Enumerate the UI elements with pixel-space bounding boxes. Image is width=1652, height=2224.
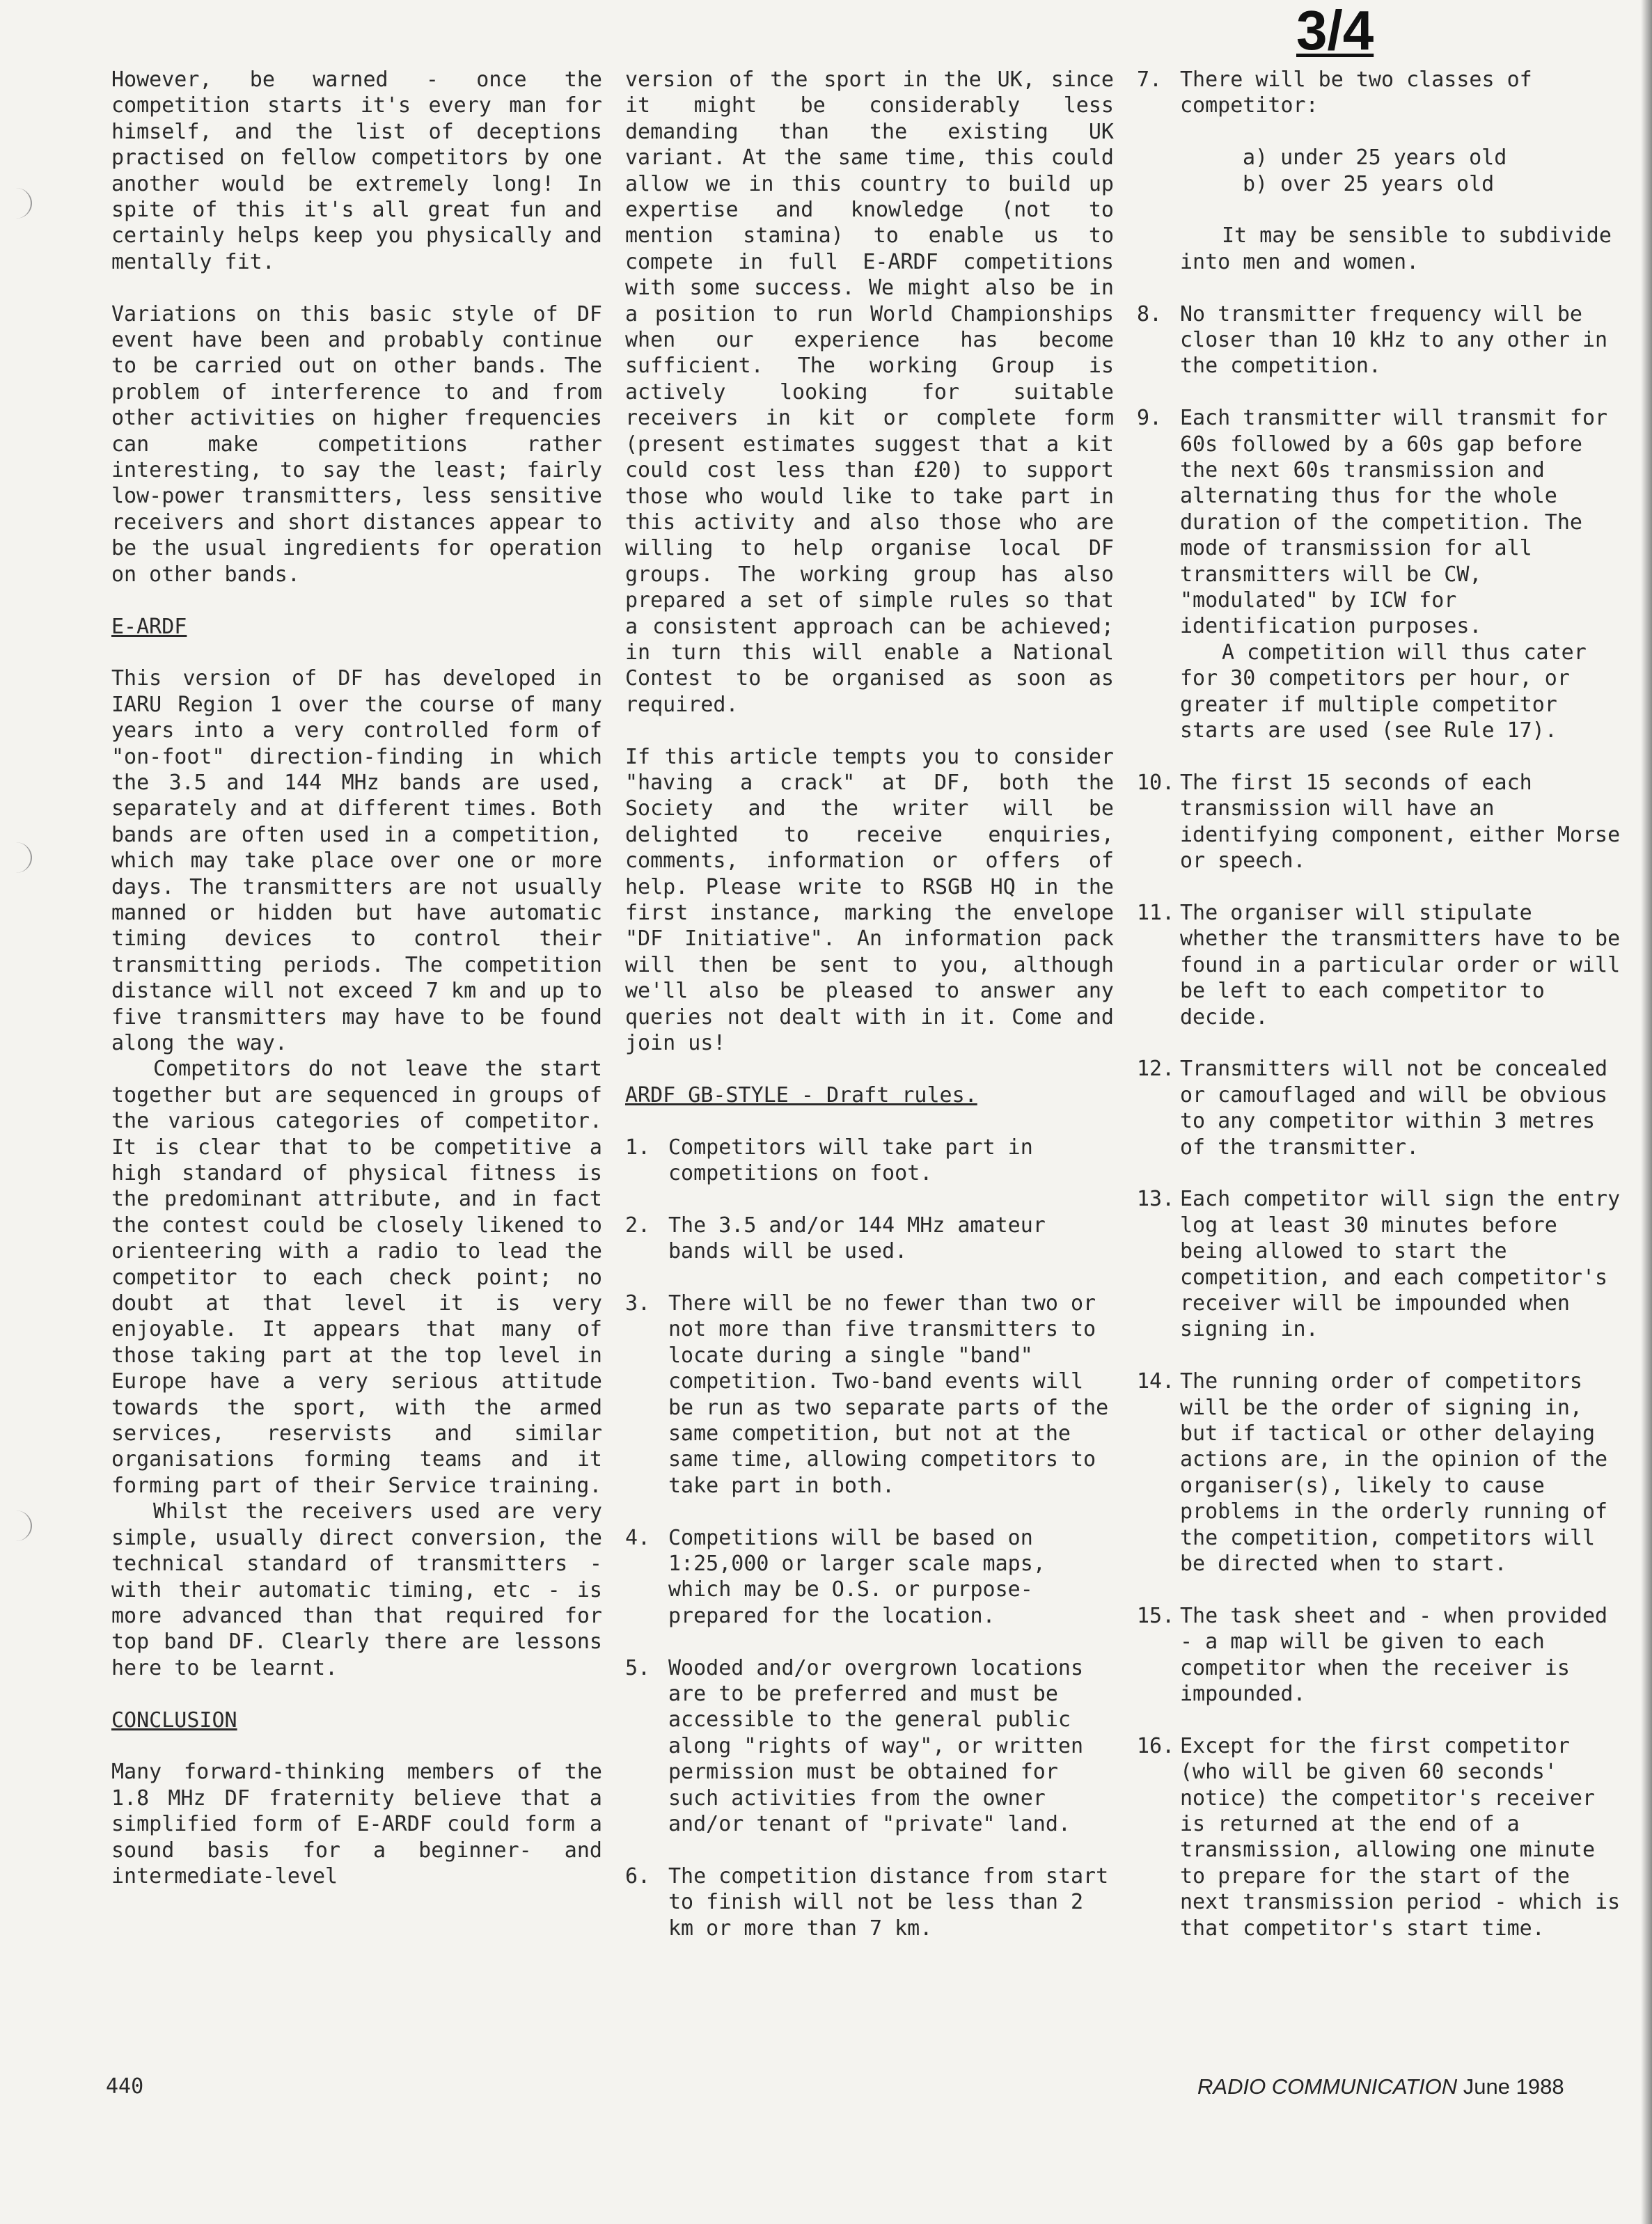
rule-item (625, 1525, 1114, 1630)
rule-number: 12. (1137, 1057, 1175, 1082)
rule-item (1137, 1369, 1633, 1577)
column-middle (625, 67, 1114, 1968)
rule-item (1137, 1186, 1633, 1342)
issue-date: June 1988 (1463, 2074, 1564, 2099)
rule-item (625, 1213, 1114, 1265)
rule-item (1137, 405, 1633, 743)
conclusion-paragraph-start: Many forward-thinking members of the 1.8 MHz DF fraternity believe that a simplified form of E-ARDF could form a sound basis for a beginner- and intermediate-level (111, 1760, 602, 1888)
rule-text: There will be no fewer than two or not more than five transmitters to locate during a single "band" competition. Two-band events will be run as two separate parts of the same competition, but not at the same time, allowing competitors to take part in both. (668, 1291, 1109, 1498)
magazine-credit (1197, 2074, 1564, 2099)
rule-number: 13. (1137, 1187, 1175, 1212)
rule-text: No transmitter frequency will be closer than 10 kHz to any other in the competition. (1180, 301, 1608, 379)
rule-text: Competitions will be based on 1:25,000 or larger scale maps, which may be O.S. or purpose-prepared for the location. (668, 1525, 1046, 1628)
scan-edge (1641, 0, 1652, 2224)
rule-text: The competition distance from start to finish will not be less than 2 km or more than 7 km. (668, 1863, 1109, 1941)
rule-number: 9. (1137, 406, 1163, 431)
rule-number: 4. (625, 1525, 651, 1550)
rule-item (1137, 301, 1633, 379)
rule-number: 8. (1137, 301, 1163, 326)
page-mark: 3/4 (1296, 0, 1374, 61)
rule-extra: It may be sensible to subdivide into men and women. (1180, 223, 1612, 274)
rule-item (1137, 1733, 1633, 1941)
rule-number: 2. (625, 1213, 651, 1238)
conclusion-paragraph-end: version of the sport in the UK, since it might be considerably less demanding than the existing UK variant. At the same time, this could allow we in this country to build up expertise and knowledge (not to mention stamina) to enable us to compete in full E-ARDF competitions with some success. We might also be in a position to run World Championships when our experience has become sufficient. The working Group is actively looking for suitable receivers in kit or complete form (present estimates suggest that a kit could cost less than £20) to support those who would like to take part in this activity and also those who are willing to help organise local DF groups. The working group has also prepared a set of simple rules so that a consistent approach can be achieved; in turn this will enable a National Contest to be organised as soon as required. (625, 68, 1114, 717)
rule-item (1137, 1056, 1633, 1160)
magazine-title: RADIO COMMUNICATION (1197, 2074, 1458, 2099)
rule-text: Wooded and/or overgrown locations are to be preferred and must be accessible to the general public along "rights of way", or written permission must be obtained for such activities from the owner and/or tenant of "private" land. (668, 1655, 1084, 1837)
intro-paragraph: However, be warned - once the competition starts it's every man for himself, and the list of deceptions practised on fellow competitors by one another would be extremely long! In spite of this it's all great fun and certainly helps keep you physically and mentally fit. (111, 68, 602, 274)
rule-item (625, 1863, 1114, 1941)
rule-extra: A competition will thus cater for 30 competitors per hour, or greater if multiple competitor starts are used (see Rule 17). (1180, 640, 1587, 743)
rule-text: The organiser will stipulate whether the transmitters have to be found in a particular order or will be left to each competitor to decide. (1180, 900, 1621, 1030)
rule-text: There will be two classes of competitor: (1180, 68, 1532, 118)
page-number: 440 (106, 2074, 144, 2099)
rule-item (625, 1135, 1114, 1187)
rule-number: 15. (1137, 1603, 1175, 1628)
rule-subitem-a: a) under 25 years old (1243, 145, 1507, 171)
rule-text: Each competitor will sign the entry log at least 30 minutes before being allowed to start the competition, and each competitor's receiver will be impounded when signing in. (1180, 1187, 1621, 1342)
rule-number: 7. (1137, 68, 1163, 92)
conclusion-paragraph-2: If this article tempts you to consider "having a crack" at DF, both the Society and the writer will be delighted to receive enquiries, comments, information or offers of help. Please write to RSGB HQ in the first instance, marking the envelope "DF Initiative". An information pack will then be sent to you, although we'll also be pleased to answer any queries not dealt with in it. Come and join us! (625, 744, 1114, 1056)
rule-number: 16. (1137, 1733, 1175, 1758)
rules-heading: ARDF GB-STYLE - Draft rules. (625, 1082, 977, 1107)
column-right (1137, 67, 1633, 1967)
rule-number: 14. (1137, 1369, 1175, 1394)
rule-subitem-b: b) over 25 years old (1243, 171, 1495, 196)
rule-item (1137, 900, 1633, 1030)
rule-text: The 3.5 and/or 144 MHz amateur bands will be used. (668, 1213, 1046, 1264)
rule-item (625, 1291, 1114, 1499)
rule-number: 3. (625, 1291, 651, 1316)
eardf-paragraph-3: Whilst the receivers used are very simple, usually direct conversion, the technical standard of transmitters - with their automatic timing, etc - is more advanced than that required for top band DF. Clearly there are lessons here to be learnt. (111, 1499, 602, 1680)
variations-paragraph: Variations on this basic style of DF event have been and probably continue to be carried out on other bands. The problem of interference to and from other activities on higher frequencies can make competitions rather interesting, to say the least; fairly low-power transmitters, less sensitive receivers and short distances appear to be the usual ingredients for operation on other bands. (111, 301, 602, 587)
rule-text: Transmitters will not be concealed or camouflaged and will be obvious to any competitor within 3 metres of the transmitter. (1180, 1057, 1608, 1160)
eardf-paragraph-2: Competitors do not leave the start together but are sequenced in groups of the various categories of competitor. It is clear that to be competitive a high standard of physical fitness is the predominant attribute, and in fact the contest could be closely likened to orienteering with a radio to lead the competitor to each check point; no doubt at that level it is very enjoyable. It appears that many of those taking part at the top level in Europe have a very serious attitude towards the sport, with the armed services, reservists and similar organisations forming teams and it forming part of their Service training. (111, 1057, 602, 1498)
rule-number: 11. (1137, 900, 1175, 925)
punch-hole-icon (0, 188, 32, 219)
rule-text: The first 15 seconds of each transmission will have an identifying component, either Morse or speech. (1180, 770, 1621, 874)
eardf-paragraph-1: This version of DF has developed in IARU Region 1 over the course of many years into a very controlled form of "on-foot" direction-finding in which the 3.5 and 144 MHz bands are used, separately and at different times. Both bands are often used in a competition, which may take place over one or more days. The transmitters are not usually manned or hidden but have automatic timing devices to control their transmitting periods. The competition distance will not exceed 7 km and up to five transmitters may have to be found along the way. (111, 666, 602, 1055)
rule-text: Competitors will take part in competitions on foot. (668, 1135, 1033, 1186)
rule-number: 5. (625, 1655, 651, 1680)
punch-hole-icon (0, 842, 32, 873)
rule-text: The running order of competitors will be the order of signing in, but if tactical or other delaying actions are, in the opinion of the organiser(s), likely to cause problems in the orderly running of the competition, competitors will be directed when to start. (1180, 1369, 1608, 1577)
rule-text: The task sheet and - when provided - a map will be given to each competitor when the receiver is impounded. (1180, 1603, 1608, 1707)
eardf-heading: E-ARDF (111, 614, 187, 639)
rule-number: 6. (625, 1863, 651, 1888)
rule-number: 10. (1137, 770, 1175, 795)
rule-item (1137, 770, 1633, 874)
rule-text: Except for the first competitor (who will be given 60 seconds' notice) the competitor's receiver is returned at the end of a transmission, allowing one minute to prepare for the start of the next transmission period - which is that competitor's start time. (1180, 1733, 1621, 1941)
rule-item (1137, 1603, 1633, 1708)
rule-number: 1. (625, 1135, 651, 1160)
punch-hole-icon (0, 1511, 32, 1541)
column-left (111, 67, 602, 1889)
rule-text: Each transmitter will transmit for 60s followed by a 60s gap before the next 60s transmission and alternating thus for the whole duration of the competition. The mode of transmission for all transmitters will be CW, "modulated" by ICW for identification purposes. (1180, 406, 1608, 639)
rule-item (625, 1655, 1114, 1838)
conclusion-heading: CONCLUSION (111, 1708, 237, 1733)
rule-item (1137, 67, 1633, 275)
